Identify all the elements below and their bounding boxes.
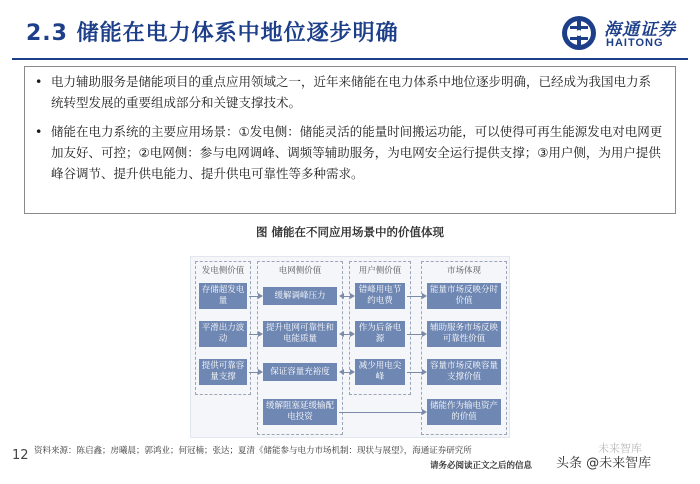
watermark-text: 头条 @未来智库 (556, 456, 652, 471)
bullet-ancillary-services: • 电力辅助服务是储能项目的重点应用领域之一，近年来储能在电力体系中地位逐步明确，已经成为我国电力系统转型发展的重要组成部分和关键支撑技术。 (35, 71, 663, 113)
haitong-logo-icon (560, 14, 598, 52)
node-grid-reliability: 提升电网可靠性和电能质量 (263, 321, 337, 347)
node-ancillary-market: 辅助服务市场反映可靠性价值 (427, 321, 501, 347)
arrow-gen-grid-3 (249, 372, 261, 373)
node-congestion-relief: 缓解阻塞延缓输配电投资 (263, 399, 337, 425)
arrow-gen-grid-2 (249, 334, 261, 335)
node-energy-market: 能量市场反映分时价值 (427, 283, 501, 309)
arrow-user-market-2 (407, 334, 425, 335)
logo-english-text: HAITONG (606, 37, 664, 49)
node-store-excess-power: 存储超发电量 (199, 283, 247, 309)
node-peak-pressure: 缓解调峰压力 (263, 287, 337, 305)
source-note: 资料来源：陈启鑫；房曦晨；郭鸿业；何冠楠；张达；夏清《储能参与电力市场机制：现状与展望》，海通证券研究所 (34, 446, 472, 456)
node-capacity-market: 容量市场反映容量支撑价值 (427, 359, 501, 385)
figure-title: 图 储能在不同应用场景中的价值体现 (255, 225, 444, 239)
arrow-user-market-3 (407, 372, 425, 373)
haitong-logo (560, 12, 690, 54)
node-peak-shifting: 错峰用电节约电费 (355, 283, 405, 309)
watermark-faint: 未来智库 (598, 442, 642, 455)
page-number: 12 (12, 448, 29, 463)
node-transmission-asset: 储能作为输电资产的价值 (427, 399, 501, 425)
node-backup-power: 作为后备电源 (355, 321, 405, 347)
logo-chinese-text: 海通证券 (604, 20, 676, 40)
arrow-gen-grid-1 (249, 296, 261, 297)
node-capacity-adequacy: 保证容量充裕度 (263, 363, 337, 381)
column-title-market: 市场体现 (446, 266, 481, 276)
column-title-grid: 电网侧价值 (278, 266, 322, 276)
arrow-grid-market-4 (339, 412, 425, 413)
arrow-grid-user-3 (341, 372, 353, 373)
bullet-application-scenarios: • 储能在电力系统的主要应用场景：①发电侧：储能灵活的能量时间搬运功能，可以使得可再生能源发电对电网更加友好、可控；②电网侧：参与电网调峰、调频等辅助服务，为电网安全运行提供支撑；③用户侧，为用户提供峰谷调节、提升供电能力、提升供电可靠性等多种需求。 (35, 121, 663, 184)
arrow-grid-user-2 (341, 334, 353, 335)
slide-header (0, 0, 700, 62)
value-diagram (190, 256, 510, 438)
column-title-user: 用户侧价值 (358, 266, 402, 276)
summary-box (24, 66, 676, 214)
arrow-grid-user-1 (341, 296, 353, 297)
title-divider (12, 58, 688, 60)
slide-title: 2.3 储能在电力体系中地位逐步明确 (26, 21, 399, 46)
disclaimer-note: 请务必阅读正文之后的信息 (430, 461, 533, 471)
arrow-user-market-1 (407, 296, 425, 297)
node-smooth-output: 平滑出力波动 (199, 321, 247, 347)
node-reduce-peaks: 减少用电尖峰 (355, 359, 405, 385)
column-title-generation: 发电侧价值 (201, 266, 245, 276)
node-capacity-support: 提供可靠容量支撑 (199, 359, 247, 385)
